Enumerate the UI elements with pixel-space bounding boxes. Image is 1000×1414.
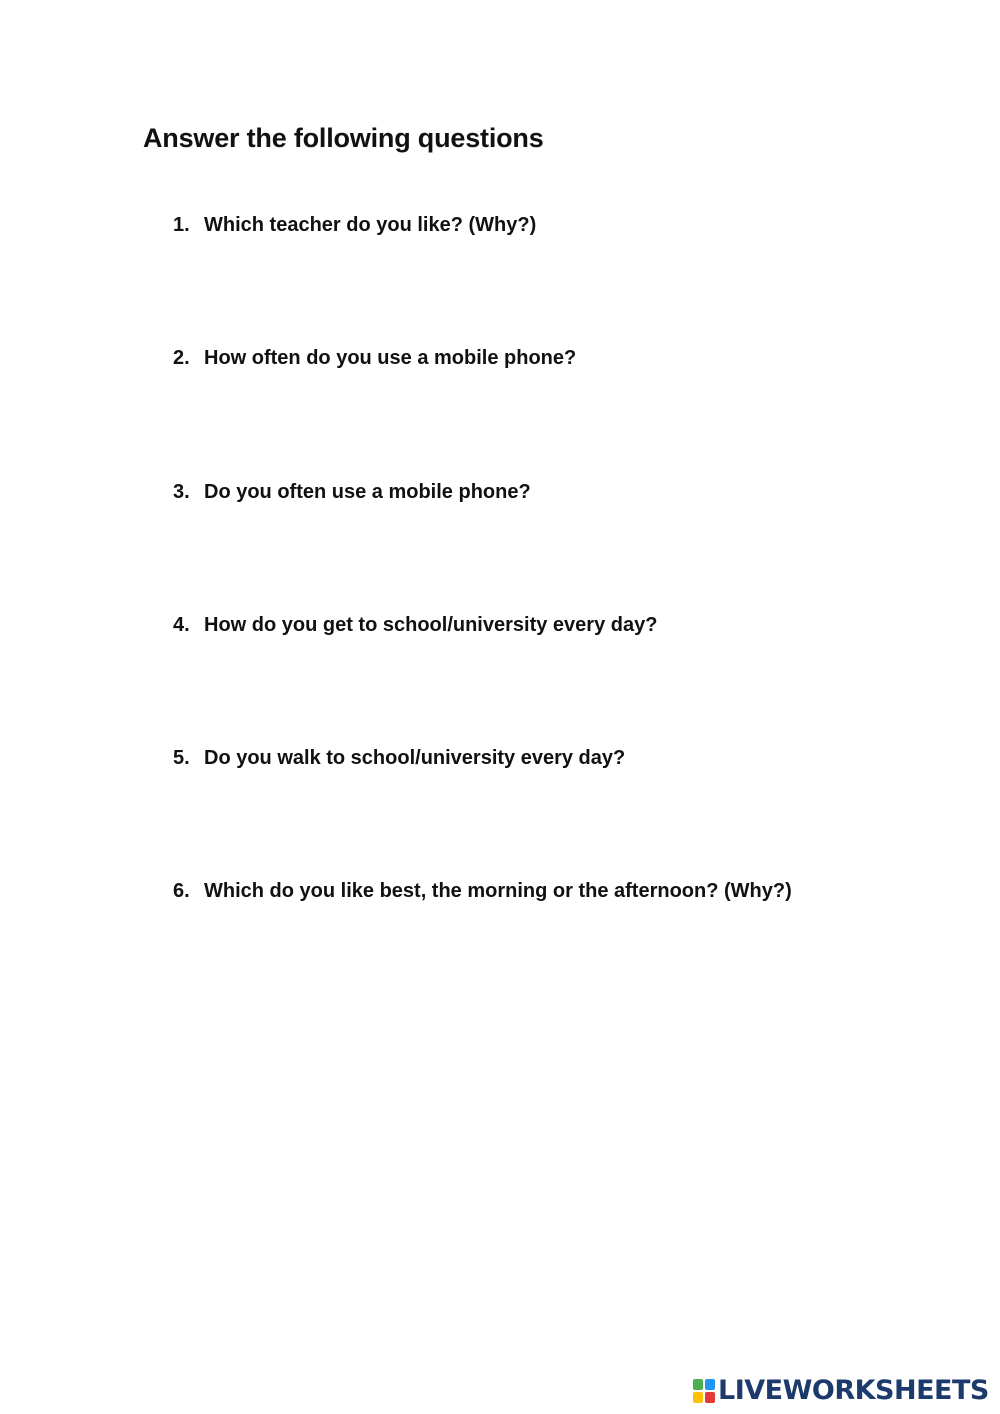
page-title: Answer the following questions — [143, 123, 544, 153]
question-text: Which do you like best, the morning or the afternoon? (Why?) — [204, 880, 792, 902]
question-number: 5. — [173, 747, 190, 769]
brand-wordmark: LIVEWORKSHEETS — [718, 1375, 989, 1406]
question-number: 6. — [173, 880, 190, 902]
question-item — [173, 878, 792, 904]
question-text: How often do you use a mobile phone? — [204, 347, 577, 369]
question-number: 3. — [173, 481, 190, 503]
question-number: 1. — [173, 214, 190, 236]
question-item — [173, 212, 536, 238]
logo-square-icon — [693, 1379, 703, 1390]
question-text: Which teacher do you like? (Why?) — [204, 214, 537, 236]
question-item — [173, 745, 625, 771]
question-text: Do you often use a mobile phone? — [204, 481, 531, 503]
question-number: 4. — [173, 614, 190, 636]
question-item — [173, 479, 531, 505]
question-text: Do you walk to school/university every day? — [204, 747, 626, 769]
question-number: 2. — [173, 347, 190, 369]
logo-square-icon — [705, 1379, 715, 1390]
question-item — [173, 345, 576, 371]
question-item — [173, 612, 657, 638]
logo-square-icon — [705, 1392, 715, 1403]
liveworksheets-logo-icon — [693, 1379, 715, 1403]
liveworksheets-brand — [693, 1376, 989, 1406]
logo-square-icon — [693, 1392, 703, 1403]
question-text: How do you get to school/university every day? — [204, 614, 658, 636]
